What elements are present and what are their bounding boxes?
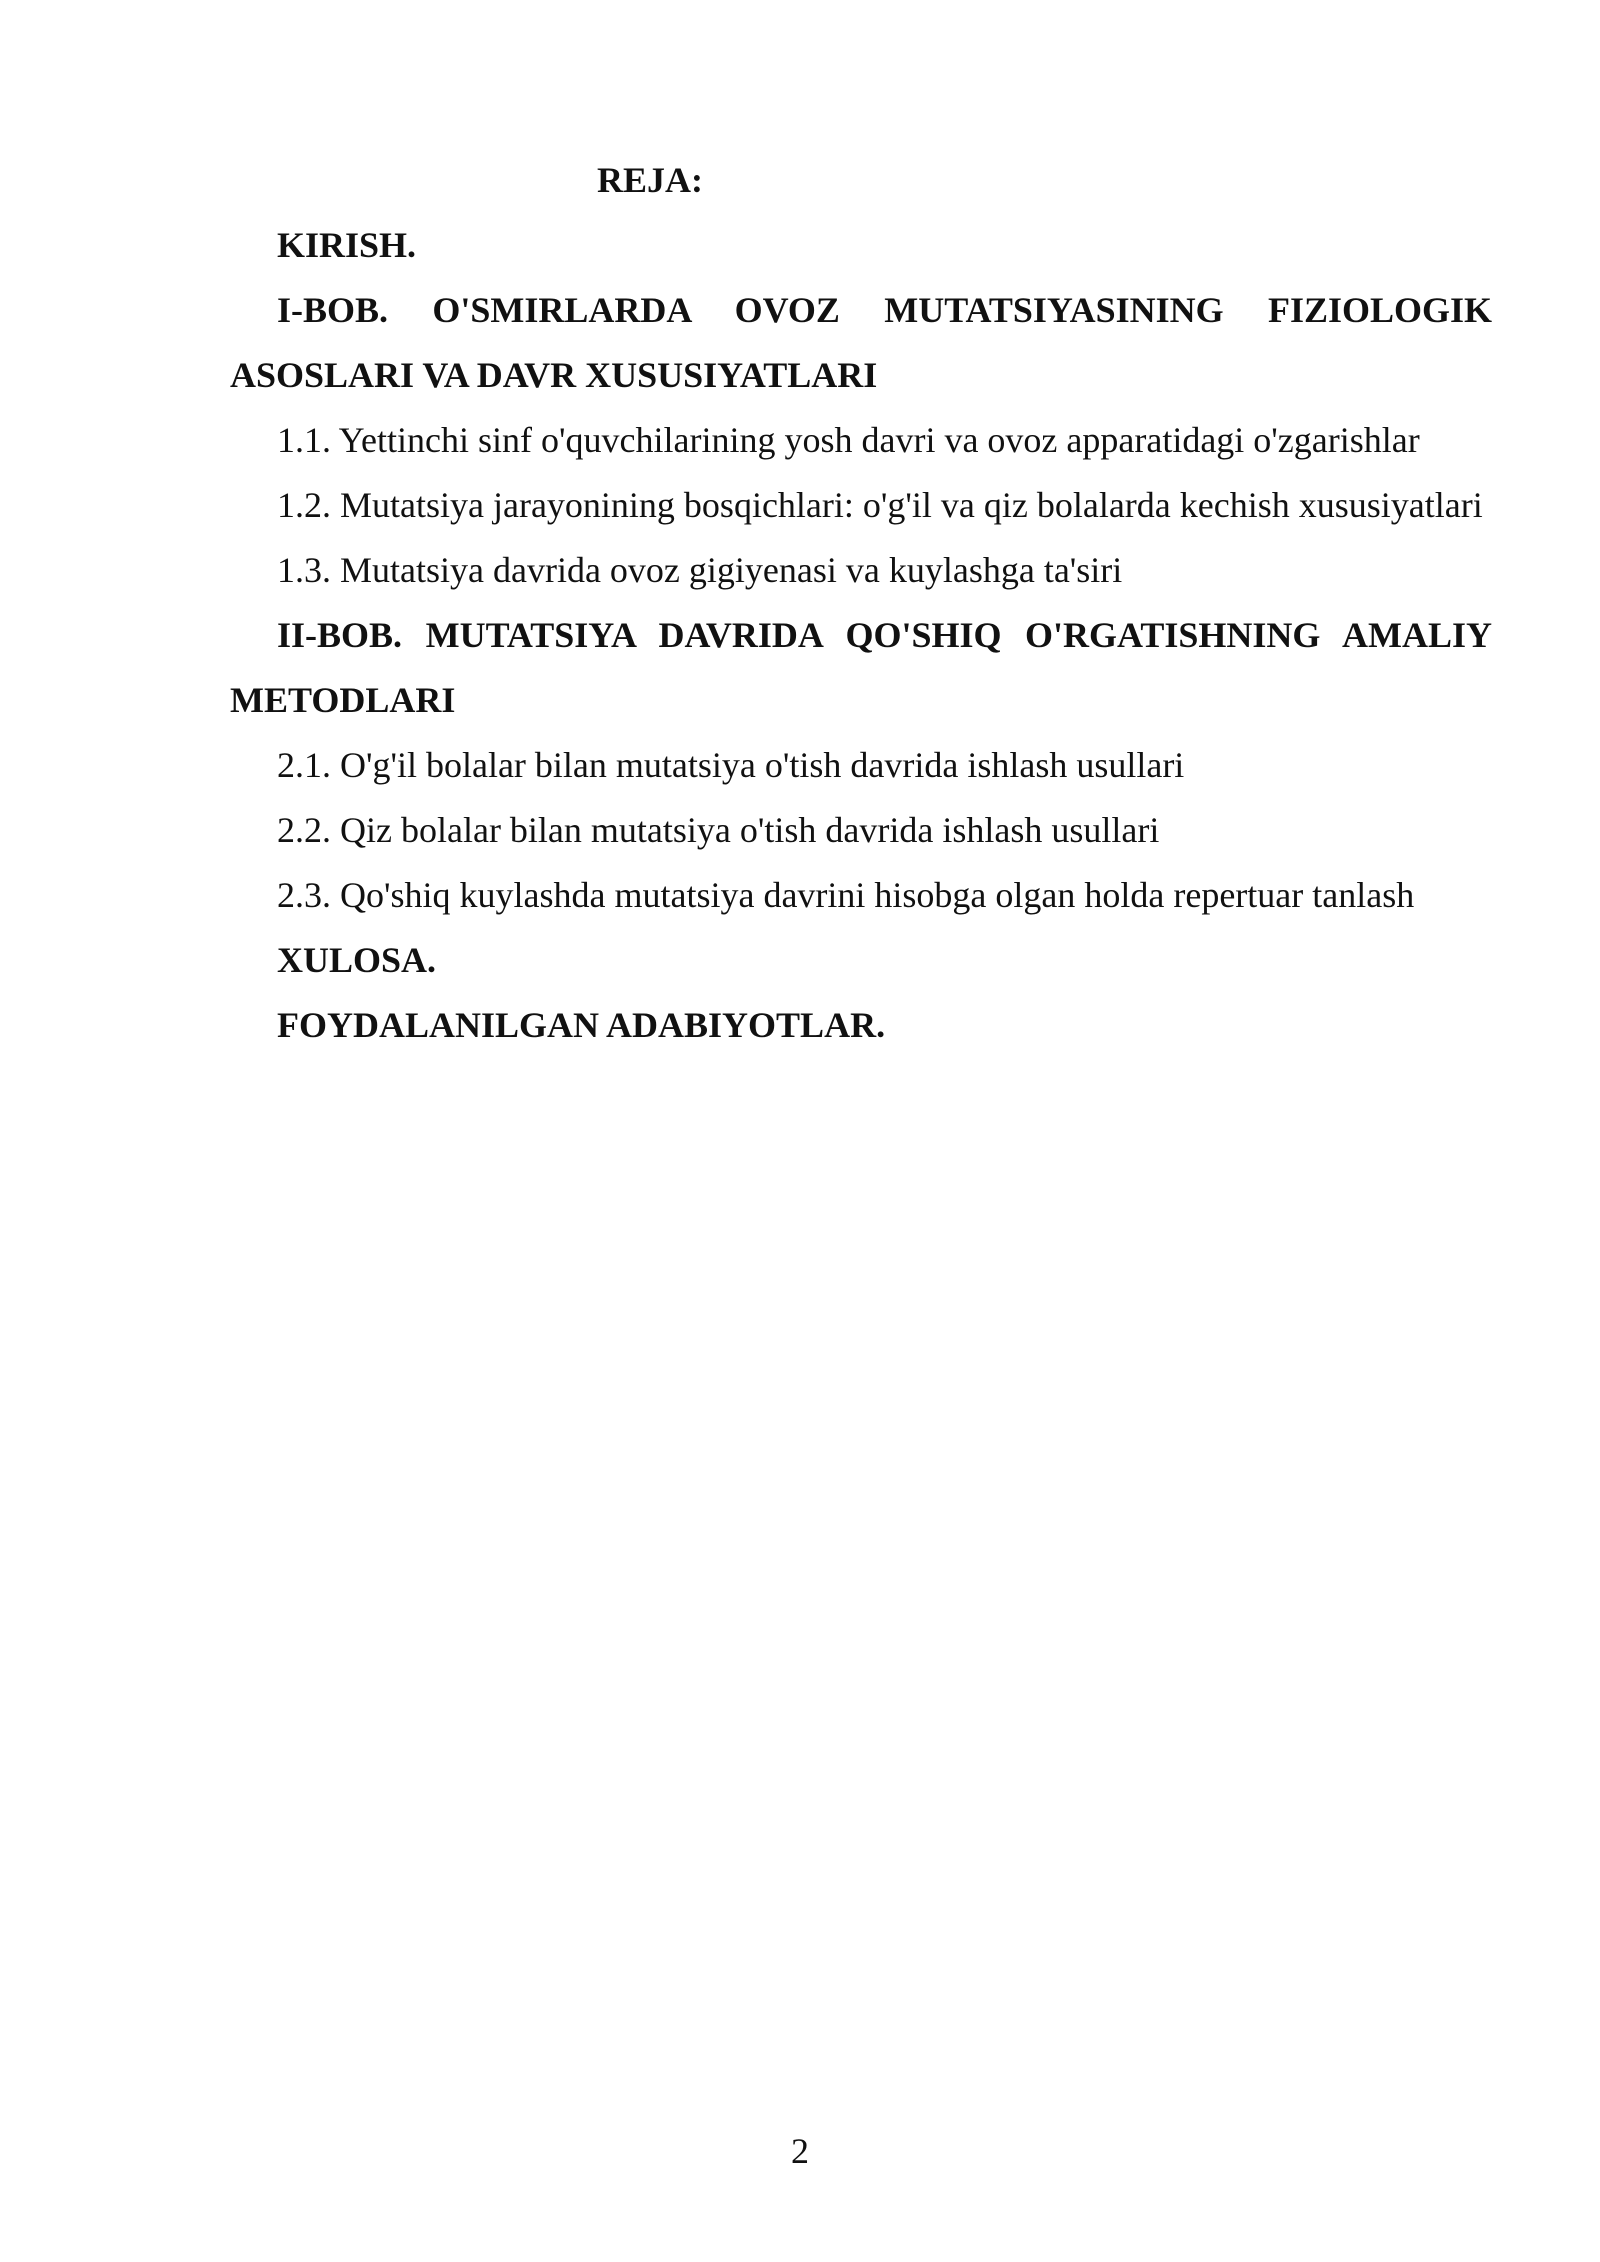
page-title: REJA: <box>597 160 703 200</box>
toc-item-introduction: KIRISH. <box>277 225 417 265</box>
table-of-contents <box>230 148 1492 1058</box>
toc-item-section-2-2: 2.2. Qiz bolalar bilan mutatsiya o'tish davrida ishlash usullari <box>277 810 1160 850</box>
toc-item-section-2-3: 2.3. Qo'shiq kuylashda mutatsiya davrini hisobga olgan holda repertuar tanlash <box>277 875 1415 915</box>
toc-item-conclusion: XULOSA. <box>277 940 437 980</box>
toc-item-section-1-1: 1.1. Yettinchi sinf o'quvchilarining yosh davri va ovoz apparatidagi o'zgarishlar <box>277 420 1420 460</box>
toc-item-chapter-1: I-BOB. O'SMIRLARDA OVOZ MUTATSIYASINING FIZIOLOGIK ASOSLARI VA DAVR XUSUSIYATLARI <box>230 290 1492 395</box>
toc-item-references: FOYDALANILGAN ADABIYOTLAR. <box>277 1005 886 1045</box>
toc-item-section-1-2: 1.2. Mutatsiya jarayonining bosqichlari: o'g'il va qiz bolalarda kechish xususiyatlari <box>277 485 1483 525</box>
page-number: 2 <box>791 2131 809 2171</box>
toc-item-section-2-1: 2.1. O'g'il bolalar bilan mutatsiya o'tish davrida ishlash usullari <box>277 745 1185 785</box>
toc-item-section-1-3: 1.3. Mutatsiya davrida ovoz gigiyenasi va kuylashga ta'siri <box>277 550 1123 590</box>
toc-item-chapter-2: II-BOB. MUTATSIYA DAVRIDA QO'SHIQ O'RGATISHNING AMALIY METODLARI <box>230 615 1492 720</box>
